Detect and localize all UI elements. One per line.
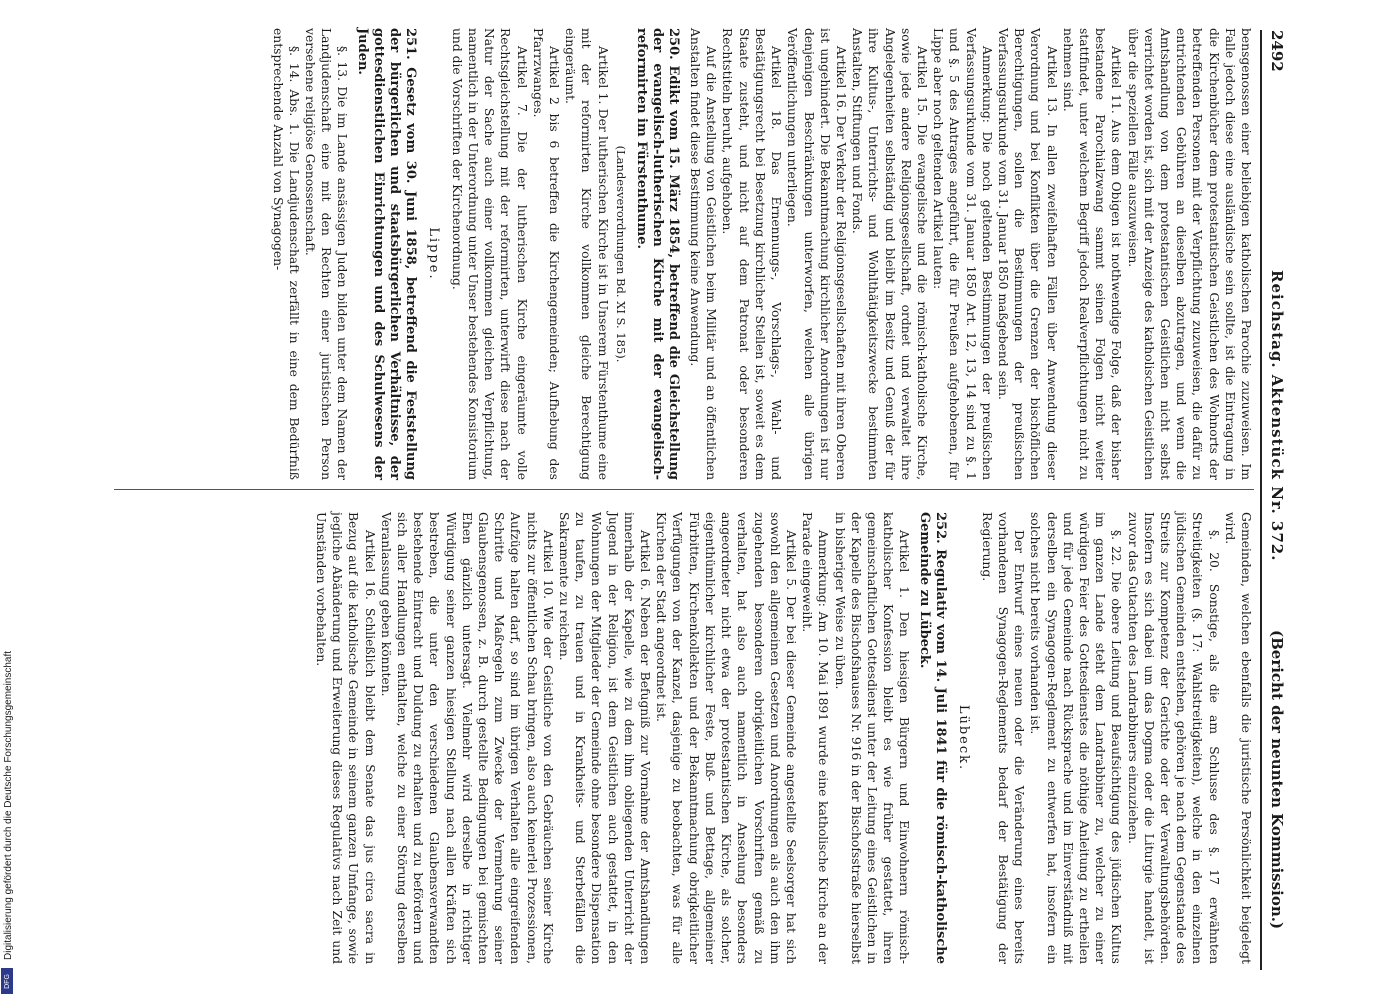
section-252-title: 252. Regulativ vom 14. Juli 1841 für die römisch-katholische Gemeinde zu Lübeck. bbox=[917, 512, 949, 964]
paragraph: Artikel 6. Neben der Befugniß zur Vornahme der Amtshandlungen innerhalb der Kapelle, wie zu dem ihm obliegenden Unterricht der Jugend in der Religion, ist dem Geistlichen auch gestattet, in den Wohnungen der Mitglieder der Gemeinde ohne besondere Dispensation zu taufen, zu trauen und in Krankheits- und Sterbefällen die Sakramente zu reichen. bbox=[557, 512, 653, 964]
paragraph: Artikel 1. Den hiesigen Bürgern und Einwohnern römisch-katholischer Konfession bleibt es wie früher gestattet, ihren gemeinschaftlichen Gottesdienst unter der Leitung eines Geistlichen in der Kapelle des Bischofshauses Nr. 916 in der Bischofsstraße hierselbst in bisheriger Weise zu üben. bbox=[832, 512, 912, 964]
paragraph: Auf die Anstellung von Geistlichen beim Militär und an öffentlichen Anstalten findet diese Bestimmung keine Anwendung. bbox=[688, 28, 719, 480]
document-page bbox=[90, 0, 1290, 1000]
credit-strip bbox=[0, 0, 14, 1000]
section-251-title: 251. Gesetz vom 30. Juni 1858, betreffend die Feststellung der bürgerlichen und staatsbürgerlichen Verhältnisse, der gottesdienstlichen Einrichtungen und des Schulwesens der Juden. bbox=[355, 28, 419, 480]
column-divider bbox=[114, 489, 1254, 490]
paragraph: Anmerkung: Die noch geltenden Bestimmungen der preußischen Verfassungsurkunde vom 31. Januar 1850 Art. 12, 13, 14 sind zu §. 1 und §. 5 des Antrages angeführt, die für Preußen aufgehobenen, für Lippe aber noch geltenden Artikel lauten: bbox=[931, 28, 994, 480]
left-column bbox=[269, 28, 1254, 480]
paragraph: Artikel 15. Die evangelische und die römisch-katholische Kirche, sowie jede andere Religionsgesellschaft, ordnet und verwaltet ihre Angelegenheiten selbständig und bleibt im Besitz und Genuß der für ihre Kultus-, Unterrichts- und Wohlthätigkeitszwecke bestimmten Anstalten, Stiftungen und Fonds. bbox=[850, 28, 929, 480]
dfg-logo-text: DFG bbox=[3, 973, 11, 989]
paragraph: Artikel 16. Schließlich bleibt dem Senate das jus circa sacra in Bezug auf die katholische Gemeinde in seinem ganzen Umfange, sowie jegliche Abänderung und Erweiterung dieses Regulativs nach Zeit und Umständen vorbehalten. bbox=[314, 512, 377, 964]
page-header bbox=[1266, 30, 1288, 970]
paragraph: Anmerkung: Am 10. Mai 1891 wurde eine katholische Kirche an der Parade eingeweiht. bbox=[800, 512, 831, 964]
rotated-page-content bbox=[90, 0, 1290, 1000]
paragraph: §. 22. Die obere Leitung und Beaufsichtigung des jüdischen Kultus im ganzen Lande steht dem Landrabbiner zu, welcher zu einer würdigen Feier des Gottesdienstes die nöthige Anleitung zu ertheilen und für jede Gemeinde nach Rücksprache und im Einverständniß mit derselben ein Synagogen-Reglement zu entwerfen hat, insofern ein solches nicht bereits vorhanden ist. bbox=[1028, 512, 1124, 964]
paragraph: §. 20. Sonstige, als die am Schlusse des §. 17 erwähnten Streitigkeiten (§. 17: Wahlstreitigkeiten), welche in den einzelnen jüdischen Gemeinden entstehen, gehören je nach dem Gegenstande des Streits zur Kompetenz der Gerichte oder der Verwaltungsbehörden. Insofern es sich dabei um das Dogma oder die Liturgie handelt, ist zuvor das Gutachten des Landrabbiners einzuziehen. bbox=[1125, 512, 1221, 964]
paragraph: §. 14. Abs. 1. Die Landjudenschaft zerfällt in eine dem Bedürfniß entsprechende Anzahl von Synagogen- bbox=[270, 28, 301, 480]
paragraph: Artikel 16. Der Verkehr der Religionsgesellschaften mit ihren Oberen ist ungehindert. Die Bekanntmachung kirchlicher Anordnungen ist nur denjenigen Beschränkungen unterworfen, welchen alle übrigen Veröffentlichungen unterliegen. bbox=[785, 28, 848, 480]
section-250-source: (Landesverordnungen Bd. XI S. 185). bbox=[613, 145, 628, 363]
paragraph: Artikel 7. Die der lutherischen Kirche eingeräumte volle Rechtsgleichstellung mit der reformirten, unterwirft diese nach der Natur der Sache auch einer vollkommen gleichen Verpflichtung, namentlich in der Unterordnung unter Unser bestehendes Konsistorium und die Vorschriften der Kirchenordnung. bbox=[449, 28, 529, 480]
place-heading-lippe: Lippe. bbox=[425, 227, 441, 281]
paragraph: Artikel 11. Aus dem Obigen ist nothwendige Folge, daß der bisher bestandene Parochialzwang sammt seinen Folgen nicht weiter stattfindet, unter welchem Begriff jedoch Realverpflichtungen nicht zu nehmen sind. bbox=[1060, 28, 1124, 480]
header-rule bbox=[1260, 30, 1262, 970]
report-title: (Bericht der neunten Kommission.) bbox=[1268, 630, 1286, 930]
paragraph: Artikel 10. Wie der Geistliche von den Gebräuchen seiner Kirche nichts zur öffentlichen Schau bringen, also auch keinerlei Prozessionen, Aufzüge halten darf, so sind im übrigen Verhalten alle eingreifenden Schritte und Maßregeln zum Zwecke der Vermehrung seiner Glaubensgenossen, z. B. durch gestellte Bedingungen bei gemischten Ehen gänzlich untersagt. Vielmehr wird derselbe in richtiger Würdigung seiner ganzen hiesigen Stellung nach allen Kräften sich bestreben, die unter den verschiedenen Glaubensverwandten bestehende Eintracht und Duldung zu erhalten und zu befördern und sich aller Handlungen enthalten, welche zu einer Störung derselben Veranlassung geben könnten. bbox=[378, 512, 555, 964]
place-heading-luebeck: Lübeck. bbox=[955, 704, 971, 772]
paragraph: Gemeinden, welchen ebenfalls die juristische Persönlichkeit beigelegt wird. bbox=[1222, 512, 1253, 964]
section-250-title: 250. Edikt vom 15. März 1854, betreffend die Gleichstellung der evangelisch-lutherischen Kirche mit der evangelisch-reformirten im Fürstenthume. bbox=[633, 28, 681, 480]
running-title: Reichstag. Aktenstück Nr. 372. bbox=[1268, 270, 1286, 562]
paragraph: Artikel 18. Das Ernennungs-, Vorschlags-, Wahl- und Bestätigungsrecht bei Besetzung kirchlicher Stellen ist, soweit es dem Staate zusteht, und nicht auf dem Patronat oder besonderen Rechtstiteln beruht, aufgehoben. bbox=[720, 28, 784, 480]
paragraph: Der Entwurf eines neuen oder die Veränderung eines bereits vorhandenen Synagogen-Reglements bedarf der Bestätigung der Regierung. bbox=[979, 512, 1027, 964]
paragraph: Artikel 5. Der bei dieser Gemeinde angestellte Seelsorger hat sich sowohl den allgemeinen Gesetzen und Anordnungen als auch den ihm zugehenden besonderen obrigkeitlichen Vorschriften gemäß zu verhalten, hat also auch namentlich in Ansehung besonders angeordneter nicht etwa der protestantischen Kirche, als solcher, eigenthümlicher kirchlicher Feste, Buß- und Bettage, allgemeiner Fürbitten, Kirchenkollekten und der Bekanntmachung obrigkeitlicher Verfügungen von der Kanzel, dasjenige zu beobachten, was für alle Kirchen der Stadt angeordnet ist. bbox=[654, 512, 798, 964]
paragraph: Artikel 2 bis 6 betreffen die Kirchengemeinden; Aufhebung des Pfarrzwanges. bbox=[530, 28, 562, 480]
page-number: 2492 bbox=[1268, 30, 1286, 72]
right-column bbox=[313, 512, 1254, 964]
paragraph: Artikel 13. In allen zweifelhaften Fällen über Anwendung dieser Verordnung und bei Konflikten über die Grenzen der bischöflichen Berechtigungen, sollen die Bestimmungen der preußischen Verfassungsurkunde vom 31. Januar 1850 maßgebend sein. bbox=[995, 28, 1059, 480]
credit-text: Digitalisierung gefördert durch die Deutsche Forschungsgemeinschaft bbox=[3, 650, 14, 960]
paragraph: bensgenossen einer beliebigen katholischen Parochie zuzuweisen. Im Falle jedoch diese eine ausländische sein sollte, ist die Eintragung in die Kirchenbücher dem protestantischen Geistlichen des Wohnorts der betreffenden Personen mit der Verpflichtung zuzuweisen, die dafür zu entrichtenden Gebühren an dieselben abzutragen, und wenn die Amtshandlung von dem protestantischen Geistlichen nicht selbst verrichtet worden ist, sich mit der Anzeige des katholischen Geistlichen über die speziellen Fälle auszuweisen. bbox=[1125, 28, 1253, 480]
paragraph: §. 13. Die im Lande ansässigen Juden bilden unter dem Namen der Landjudenschaft eine mit den Rechten einer juristischen Person versehene religiöse Genossenschaft. bbox=[303, 28, 350, 480]
paragraph: Artikel 1. Der lutherischen Kirche ist in Unserem Fürstenthume eine mit der reformirten Kirche vollkommen gleiche Berechtigung eingeräumt. bbox=[563, 28, 610, 480]
dfg-logo bbox=[1, 968, 13, 994]
